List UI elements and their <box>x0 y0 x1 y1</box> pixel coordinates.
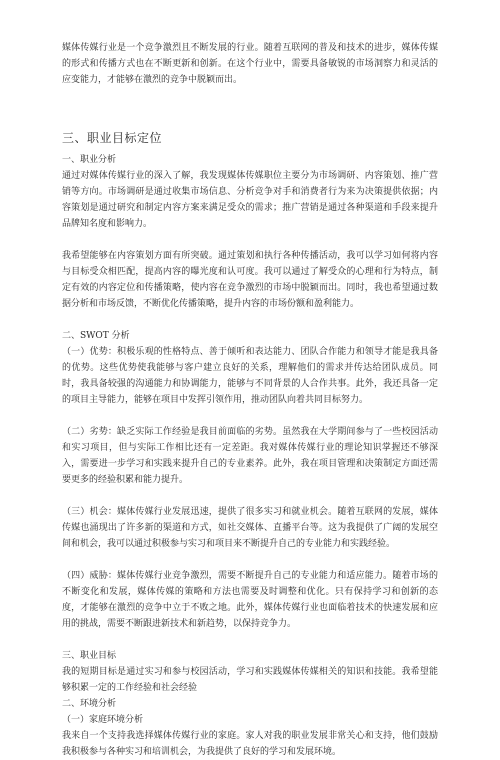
swot-opportunities-paragraph: （三）机会：媒体传媒行业发展迅速，提供了很多实习和就业机会。随着互联网的发展，媒体传媒也涌现出了许多新的渠道和方式，如社交媒体、直播平台等。这为我提供了广阔的发展空间和机会，我可以通过积极参与实习和项目来不断提升自己的专业能力和实践经验。 <box>62 507 438 549</box>
subsection-heading-career-analysis: 一、职业分析 <box>62 155 117 165</box>
swot-threats-paragraph: （四）威胁：媒体传媒行业竞争激烈，需要不断提升自己的专业能力和适应能力。随着市场的不断变化和发展，媒体传媒的策略和方法也需要及时调整和优化。只有保持学习和创新的态度，才能够在激烈的竞争中立于不败之地。此外，媒体传媒行业也面临着技术的快速发展和应用的挑战，需要不断跟进新技术和新趋势，以保持竞争力。 <box>62 571 438 629</box>
career-goals-paragraph: 我的短期目标是通过实习和参与校园活动，学习和实践媒体传媒相关的知识和技能。我希望能够积累一定的工作经验和社会经验 <box>62 667 438 693</box>
section-title: 三、职业目标定位 <box>62 131 163 145</box>
swot-weaknesses-paragraph: （二）劣势：缺乏实际工作经验是我目前面临的劣势。虽然我在大学期间参与了一些校园活动和实习项目，但与实际工作相比还有一定差距。我对媒体传媒行业的理论知识掌握还不够深入，需要进一步学习和实践来提升自己的专业素养。此外，我在项目管理和决策制定方面还需要更多的经验积累和能力提升。 <box>62 427 438 485</box>
subsection-heading-career-goals: 三、职业目标 <box>62 651 117 661</box>
career-analysis-paragraph-1: 通过对媒体传媒行业的深入了解，我发现媒体传媒职位主要分为市场调研、内容策划、推广营销等方向。市场调研是通过收集市场信息、分析竞争对手和消费者行为来为决策提供依据；内容策划是通过研究和制定内容方案来满足受众的需求；推广营销是通过各种渠道和手段来提升品牌知名度和影响力。 <box>62 171 438 229</box>
environment-item-family: （一）家庭环境分析 <box>62 715 144 725</box>
subsection-heading-swot: 二、SWOT 分析 <box>62 331 130 341</box>
document-page <box>62 40 438 760</box>
career-analysis-paragraph-2: 我希望能够在内容策划方面有所突破。通过策划和执行各种传播活动，我可以学习如何将内容与目标受众相匹配，提高内容的曝光度和认可度。我可以通过了解受众的心理和行为特点，制定有效的内容定位和传播策略，使内容在竞争激烈的市场中脱颖而出。同时，我也希望通过数据分析和市场反馈，不断优化传播策略，提升内容的市场份额和盈利能力。 <box>62 251 438 309</box>
subsection-heading-environment: 二、环境分析 <box>62 699 117 709</box>
swot-strengths-paragraph: （一）优势：积极乐观的性格特点、善于倾听和表达能力、团队合作能力和领导才能是我具备的优势。这些优势使我能够与客户建立良好的关系，理解他们的需求并传达给团队成员。同时，我具备较强的沟通能力和协调能力，能够与不同背景的人合作共事。此外，我还具备一定的项目主导能力，能够在项目中发挥引领作用，推动团队向着共同目标努力。 <box>62 347 438 405</box>
family-environment-paragraph: 我来自一个支持我选择媒体传媒行业的家庭。家人对我的职业发展非常关心和支持，他们鼓励我积极参与各种实习和培训机会，为我提供了良好的学习和发展环境。 <box>62 731 438 757</box>
intro-paragraph: 媒体传媒行业是一个竞争激烈且不断发展的行业。随着互联网的普及和技术的进步，媒体传媒的形式和传播方式也在不断更新和创新。在这个行业中，需要具备敏锐的市场洞察力和灵活的应变能力，才能够在激烈的竞争中脱颖而出。 <box>62 43 438 85</box>
